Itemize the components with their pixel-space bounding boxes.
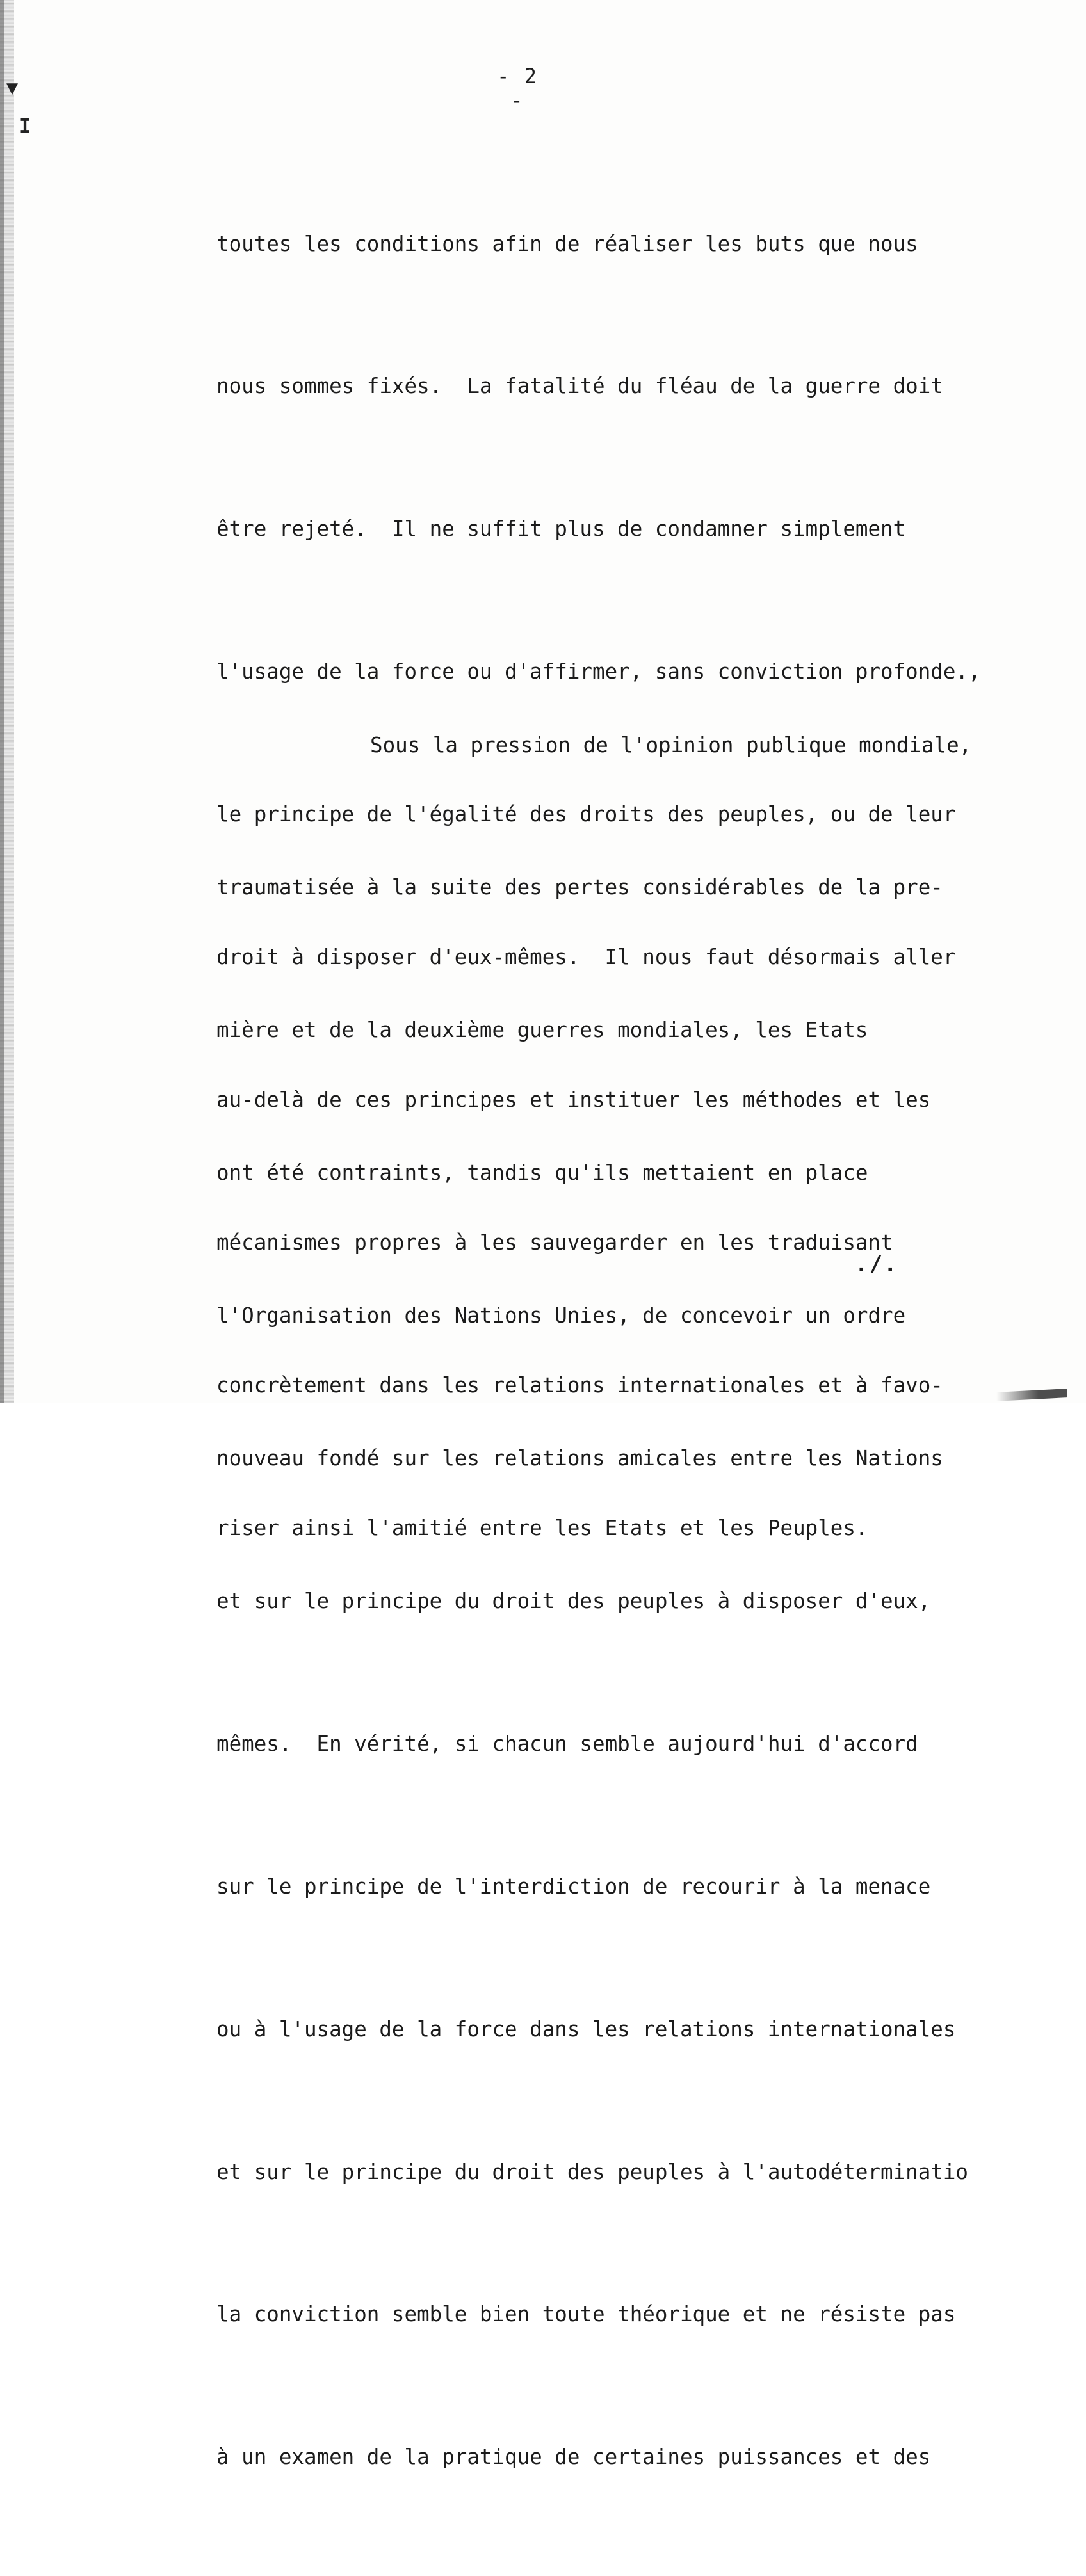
text-line: traumatisée à la suite des pertes considérables de la pre-: [216, 875, 943, 900]
scan-binding-edge: [0, 0, 14, 1403]
text-line: mière et de la deuxième guerres mondiales, les Etats: [216, 1018, 868, 1043]
text-line: nous sommes fixés. La fatalité du fléau de la guerre doit: [216, 374, 943, 399]
page-number: - 2 -: [497, 64, 538, 113]
text-line: ou à l'usage de la force dans les relations internationales: [216, 2017, 956, 2041]
text-line-indented: Sous la pression de l'opinion publique mondiale,: [370, 732, 972, 757]
text-line: et sur le principe du droit des peuples à l'autodéterminatio: [216, 2159, 968, 2184]
paragraph-2: [216, 626, 998, 2576]
margin-edge-mark: I: [19, 115, 31, 138]
text-line: concrètement dans les relations internationales et à favo-: [216, 1373, 943, 1397]
continuation-mark: ./.: [855, 1252, 898, 1277]
text-line: nouveau fondé sur les relations amicales entre les Nations: [216, 1446, 943, 1471]
text-line: la conviction semble bien toute théorique et ne résiste pas: [216, 2302, 956, 2327]
text-line: mécanismes propres à les sauvegarder en les traduisant: [216, 1230, 893, 1255]
scan-corner-mark: [996, 1389, 1067, 1401]
text-line: et sur le principe du droit des peuples à disposer d'eux,: [216, 1588, 931, 1613]
text-line: ont été contraints, tandis qu'ils mettaient en place: [216, 1161, 868, 1186]
text-line: au-delà de ces principes et instituer les méthodes et les: [216, 1087, 931, 1112]
text-line: l'Organisation des Nations Unies, de concevoir un ordre: [216, 1303, 906, 1328]
text-line: sur le principe de l'interdiction de recourir à la menace: [216, 1874, 931, 1899]
text-line: toutes les conditions afin de réaliser les buts que nous: [216, 231, 918, 256]
text-line: le principe de l'égalité des droits des peuples, ou de leur: [216, 802, 956, 827]
text-line: à un examen de la pratique de certaines puissances et des: [216, 2445, 931, 2470]
text-line: mêmes. En vérité, si chacun semble aujourd'hui d'accord: [216, 1731, 918, 1756]
margin-arrow-mark: ▼: [6, 77, 19, 99]
text-line: l'usage de la force ou d'affirmer, sans conviction profonde.,: [216, 659, 981, 684]
text-line: être rejeté. Il ne suffit plus de condamner simplement: [216, 517, 906, 542]
text-line: droit à disposer d'eux-mêmes. Il nous faut désormais aller: [216, 945, 956, 970]
text-line: riser ainsi l'amitié entre les Etats et les Peuples.: [216, 1515, 868, 1540]
